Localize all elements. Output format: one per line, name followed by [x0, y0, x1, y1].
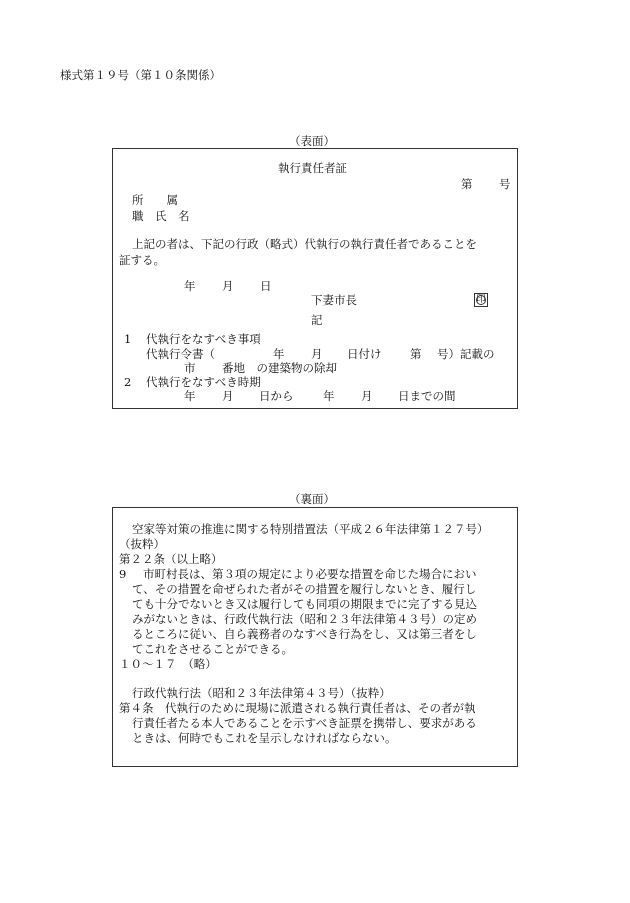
- law-1-title: 空家等対策の推進に関する特別措置法（平成２６年法律第１２７号）: [132, 522, 489, 536]
- front-caption: （表面）: [289, 134, 335, 148]
- article-4-line-2: 行責任者たる本人であることを示すべき証票を携帯し、要求がある: [132, 716, 477, 730]
- paragraph-9-line-5: るところに従い、自ら義務者のなすべき行為をし、又は第三者をし: [132, 627, 477, 641]
- item-2-end-year: 年: [323, 389, 335, 403]
- item-2-end-month: 月: [361, 389, 373, 403]
- back-caption: （裏面）: [289, 492, 335, 506]
- law-1-excerpt-note: （抜粋）: [119, 537, 165, 551]
- record-heading: 記: [311, 313, 323, 327]
- position-name-label: 職 氏 名: [132, 209, 190, 223]
- item-1-title: 代執行をなすべき事項: [146, 332, 261, 346]
- issue-date-year: 年: [184, 279, 196, 293]
- back-law-excerpt-box: [112, 507, 518, 767]
- paragraph-9-number: 9: [119, 567, 127, 581]
- paragraph-9-line-1: 市町村長は、第３項の規定により必要な措置を命じた場合におい: [143, 567, 477, 581]
- item-1-order-year: 年: [273, 347, 285, 361]
- certificate-title: 執行責任者証: [278, 161, 347, 175]
- issuer-name: 下妻市長: [311, 293, 357, 307]
- issue-date-month: 月: [222, 279, 234, 293]
- item-2-title: 代執行をなすべき時期: [146, 375, 261, 389]
- item-2-start-year: 年: [184, 389, 196, 403]
- paragraph-9-line-2: て、その措置を命ぜられた者がその措置を履行しないとき、履行し: [132, 582, 477, 596]
- law-2-title: 行政代執行法（昭和２３年法律第４３号）（抜粋）: [132, 686, 391, 700]
- certificate-number-label: 第: [461, 177, 473, 191]
- front-certificate-box: [112, 148, 518, 409]
- item-1-number: 1: [124, 332, 132, 346]
- item-1-order-number: 第: [410, 347, 422, 361]
- item-1-order-day: 日付け: [347, 347, 382, 361]
- affiliation-label: 所 属: [132, 193, 178, 207]
- article-4-line-3: ときは、何時でもこれを呈示しなければならない。: [132, 731, 397, 745]
- seal-mark: 印: [474, 293, 488, 307]
- item-1-order-month: 月: [311, 347, 323, 361]
- paragraphs-10-17: １０～１７ （略）: [119, 657, 217, 671]
- paragraph-9-line-4: みがないときは、行政代執行法（昭和２３年法律第４３号）の定め: [132, 612, 477, 626]
- statement-line-1: 上記の者は、下記の行政（略式）代執行の執行責任者であることを: [132, 237, 477, 251]
- form-number: 様式第１９号（第１０条関係）: [60, 68, 221, 82]
- issue-date-day: 日: [260, 279, 272, 293]
- item-2-end-day: 日までの間: [398, 389, 456, 403]
- item-1-order-suffix: 号）記載の: [437, 347, 495, 361]
- item-1-address-detail: 番地 の建築物の除却: [222, 361, 337, 375]
- item-2-number: 2: [124, 375, 132, 389]
- statement-line-2: 証する。: [119, 253, 165, 267]
- paragraph-9-line-6: てこれをさせることができる。: [132, 642, 293, 656]
- item-2-start-day: 日から: [259, 389, 294, 403]
- article-22-heading: 第２２条（以上略）: [119, 552, 223, 566]
- item-1-order-prefix: 代執行令書（: [146, 347, 215, 361]
- item-2-start-month: 月: [222, 389, 234, 403]
- paragraph-9-line-3: ても十分でないとき又は履行しても同項の期限までに完了する見込: [132, 597, 477, 611]
- item-1-city: 市: [184, 361, 196, 375]
- certificate-number-suffix: 号: [499, 177, 511, 191]
- article-4-line-1: 第４条 代執行のために現場に派遣される執行責任者は、その者が執: [119, 701, 476, 715]
